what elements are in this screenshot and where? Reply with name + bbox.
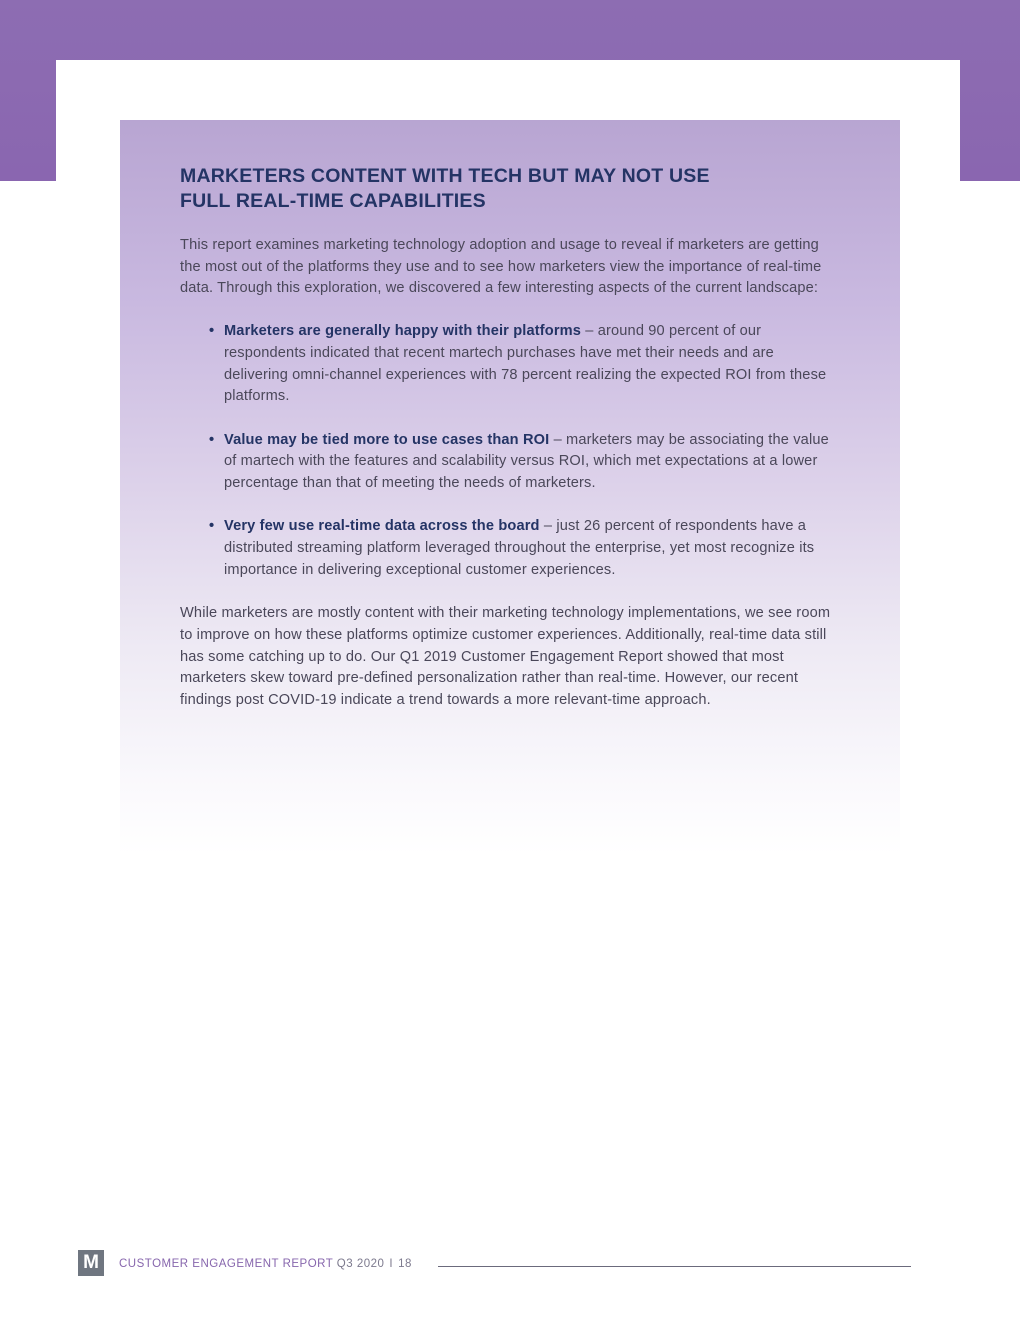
- bullet-text: – just 26 percent of respondents have a distributed streaming platform leveraged throughout the enterprise, yet most recognize its importance in delivering exceptional customer experiences.: [224, 518, 815, 578]
- bullet-icon: •: [209, 431, 215, 448]
- heading-line-1: MARKETERS CONTENT WITH TECH BUT MAY NOT USE: [180, 165, 710, 187]
- bullet-lead: Marketers are generally happy with their platforms: [224, 323, 582, 340]
- bullet-icon: •: [209, 323, 215, 340]
- footer-text: [119, 1258, 412, 1270]
- page-number: 18: [398, 1258, 412, 1270]
- list-item: [209, 321, 840, 408]
- bullet-icon: •: [209, 518, 215, 535]
- panel-inner: [180, 164, 840, 712]
- closing-paragraph: While marketers are mostly content with their marketing technology implementations, we see room to improve on how these platforms optimize customer experiences. Additionally, real-time data still has some catching up to do. Our Q1 2019 Customer Engagement Report showed that most marketers skew toward pre-defined personalization rather than real-time. However, our recent findings post COVID-19 indicate a trend towards a more relevant-time approach.: [180, 605, 831, 709]
- bullet-lead: Very few use real-time data across the board: [224, 518, 540, 535]
- content-panel: [120, 120, 900, 855]
- section-heading: [180, 164, 840, 214]
- findings-list: [180, 321, 840, 581]
- bullet-text: – around 90 percent of our respondents indicated that recent martech purchases have met their needs and are delivering omni-channel experiences with 78 percent realizing the expected ROI from these platforms.: [224, 323, 827, 405]
- footer-quarter: Q3 2020: [336, 1258, 385, 1270]
- bullet-text: – marketers may be associating the value of martech with the features and scalability versus ROI, which met expectations at a lower percentage than that of meeting the needs of marketers.: [224, 431, 829, 492]
- footer-rule: [438, 1266, 911, 1267]
- list-item: [209, 430, 840, 495]
- page-footer: [78, 1250, 911, 1276]
- list-item: [209, 516, 840, 581]
- footer-separator: I: [389, 1258, 394, 1270]
- intro-paragraph: This report examines marketing technology adoption and usage to reveal if marketers are getting the most out of the platforms they use and to see how marketers view the importance of real-time data. Through this exploration, we discovered a few interesting aspects of the current landscape:: [180, 237, 822, 297]
- footer-report-name: CUSTOMER ENGAGEMENT REPORT: [119, 1258, 334, 1270]
- company-logo-icon: M: [78, 1250, 104, 1276]
- bullet-lead: Value may be tied more to use cases than ROI: [224, 431, 550, 448]
- heading-line-2: FULL REAL-TIME CAPABILITIES: [180, 190, 486, 212]
